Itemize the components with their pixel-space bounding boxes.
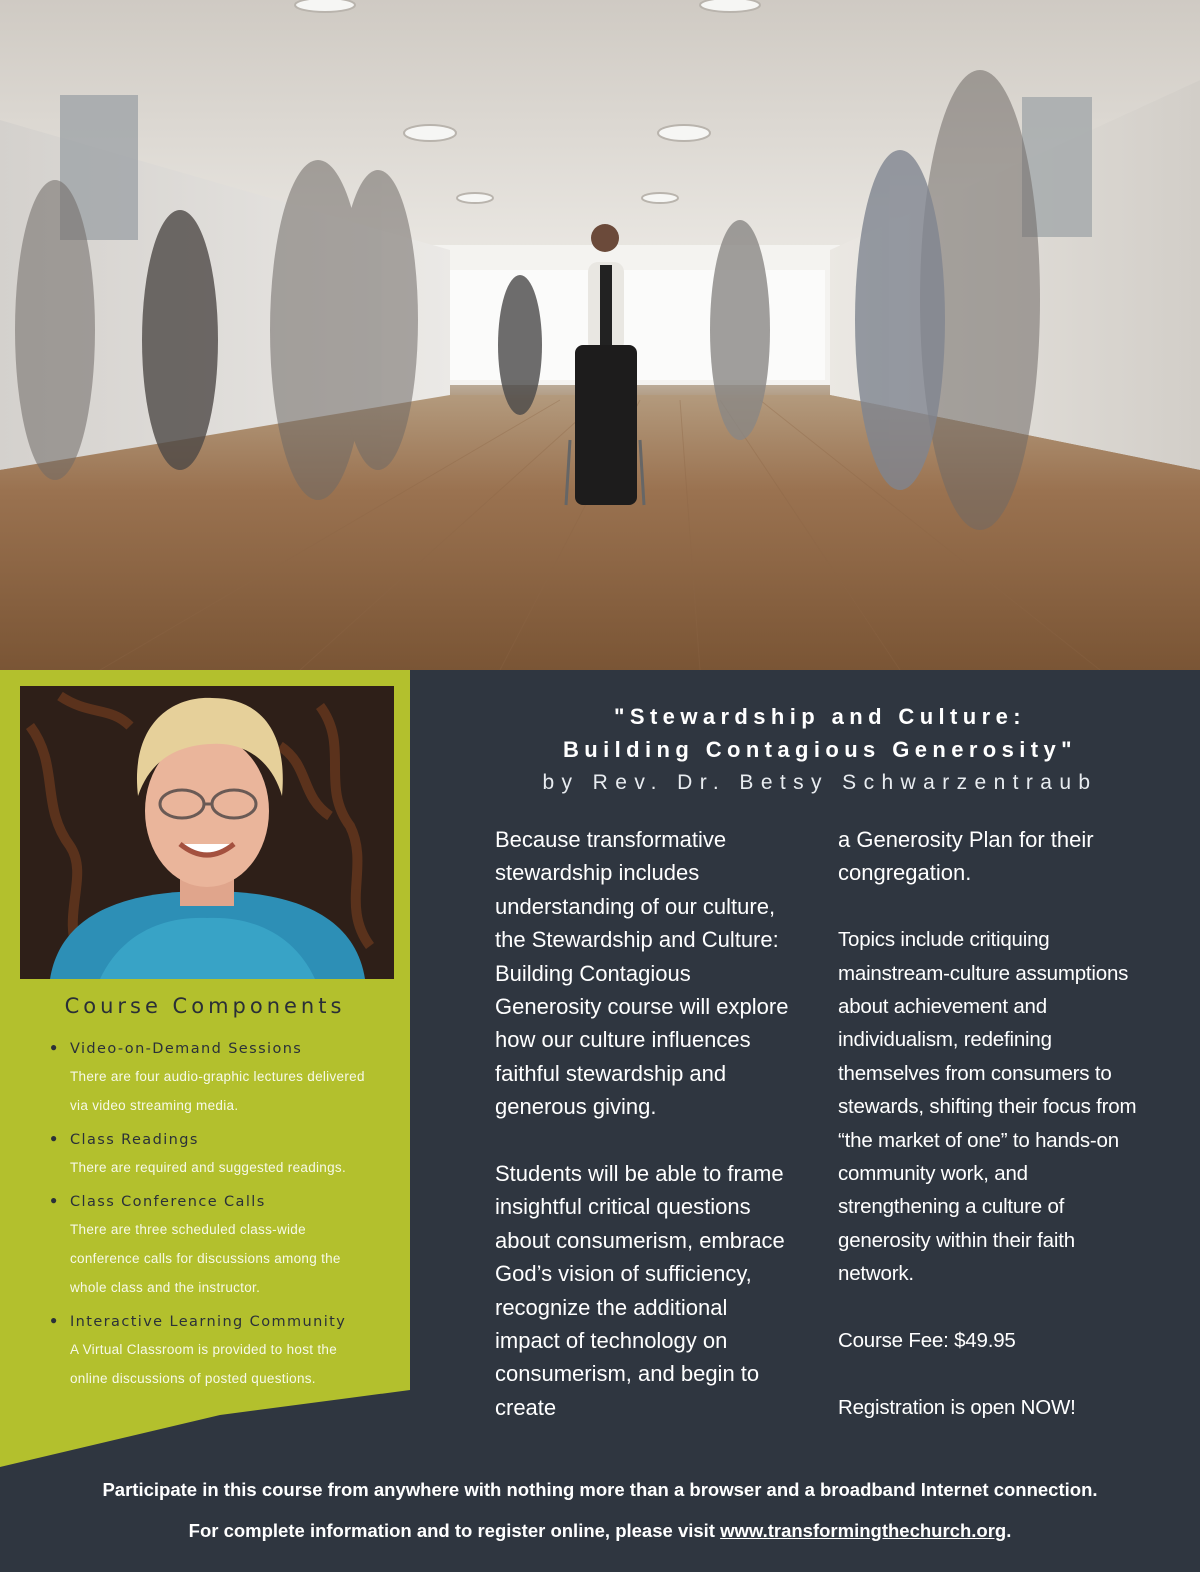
component-label: Class Conference Calls: [70, 1194, 266, 1210]
component-description: There are four audio-graphic lectures delivered via video streaming media.: [70, 1069, 365, 1113]
component-label: Interactive Learning Community: [70, 1314, 347, 1330]
footer-register-line: [0, 1520, 1200, 1542]
component-description: A Virtual Classroom is provided to host the online discussions of posted questions.: [70, 1342, 338, 1386]
component-label: Class Readings: [70, 1132, 199, 1148]
component-description: There are three scheduled class-wide conference calls for discussions among the whole class and the instructor.: [70, 1222, 341, 1295]
instructor-portrait: [20, 686, 394, 979]
list-item: [50, 1309, 370, 1393]
outcomes-continued: a Generosity Plan for their congregation.: [838, 827, 1094, 886]
hero-photo: [0, 0, 1200, 670]
list-item: [50, 1189, 370, 1302]
gallery-scene: [0, 0, 1200, 670]
course-fee: Course Fee: $49.95: [838, 1329, 1016, 1353]
footer-register-prefix: For complete information and to register online, please visit: [188, 1520, 721, 1541]
list-item: [50, 1127, 370, 1182]
bullet-icon: ●: [50, 1131, 58, 1145]
course-components-heading: Course Components: [64, 994, 346, 1018]
body-column-left: [495, 823, 795, 1458]
component-description: There are required and suggested readings.: [70, 1160, 347, 1175]
course-byline: by Rev. Dr. Betsy Schwarzentraub: [542, 771, 1098, 794]
bullet-icon: ●: [50, 1193, 58, 1207]
footer-participate-line: Participate in this course from anywhere with nothing more than a browser and a broadband Internet connection.: [102, 1479, 1098, 1500]
footer-register-suffix: .: [1006, 1520, 1012, 1541]
intro-paragraph: Because transformative stewardship includes understanding of our culture, the Stewardship and Culture: Building Contagious Generosity course will explore how our culture influences faithful stewardship and generous giving.: [495, 827, 789, 1120]
website-link[interactable]: www.transformingthechurch.org: [720, 1520, 1007, 1541]
body-column-right: [838, 823, 1138, 1458]
registration-status: Registration is open NOW!: [838, 1395, 1076, 1419]
course-components-list: [50, 1036, 370, 1400]
bullet-icon: ●: [50, 1313, 58, 1327]
component-label: Video-on-Demand Sessions: [70, 1041, 303, 1057]
list-item: [50, 1036, 370, 1120]
outcomes-paragraph: Students will be able to frame insightful critical questions about consumerism, embrace God’s vision of sufficiency, recognize the additional impact of technology on consumerism, and begin to create: [495, 1161, 785, 1420]
course-title-line-2: Building Contagious Generosity": [563, 737, 1077, 762]
course-title-block: [470, 700, 1170, 800]
bullet-icon: ●: [50, 1040, 58, 1054]
topics-paragraph: Topics include critiquing mainstream-culture assumptions about achievement and individualism, redefining themselves from consumers to stewards, shifting their focus from “the market of one” to hands-on community work, and strengthening a culture of generosity within their faith network.: [838, 928, 1137, 1286]
course-title-line-1: "Stewardship and Culture:: [614, 704, 1026, 729]
